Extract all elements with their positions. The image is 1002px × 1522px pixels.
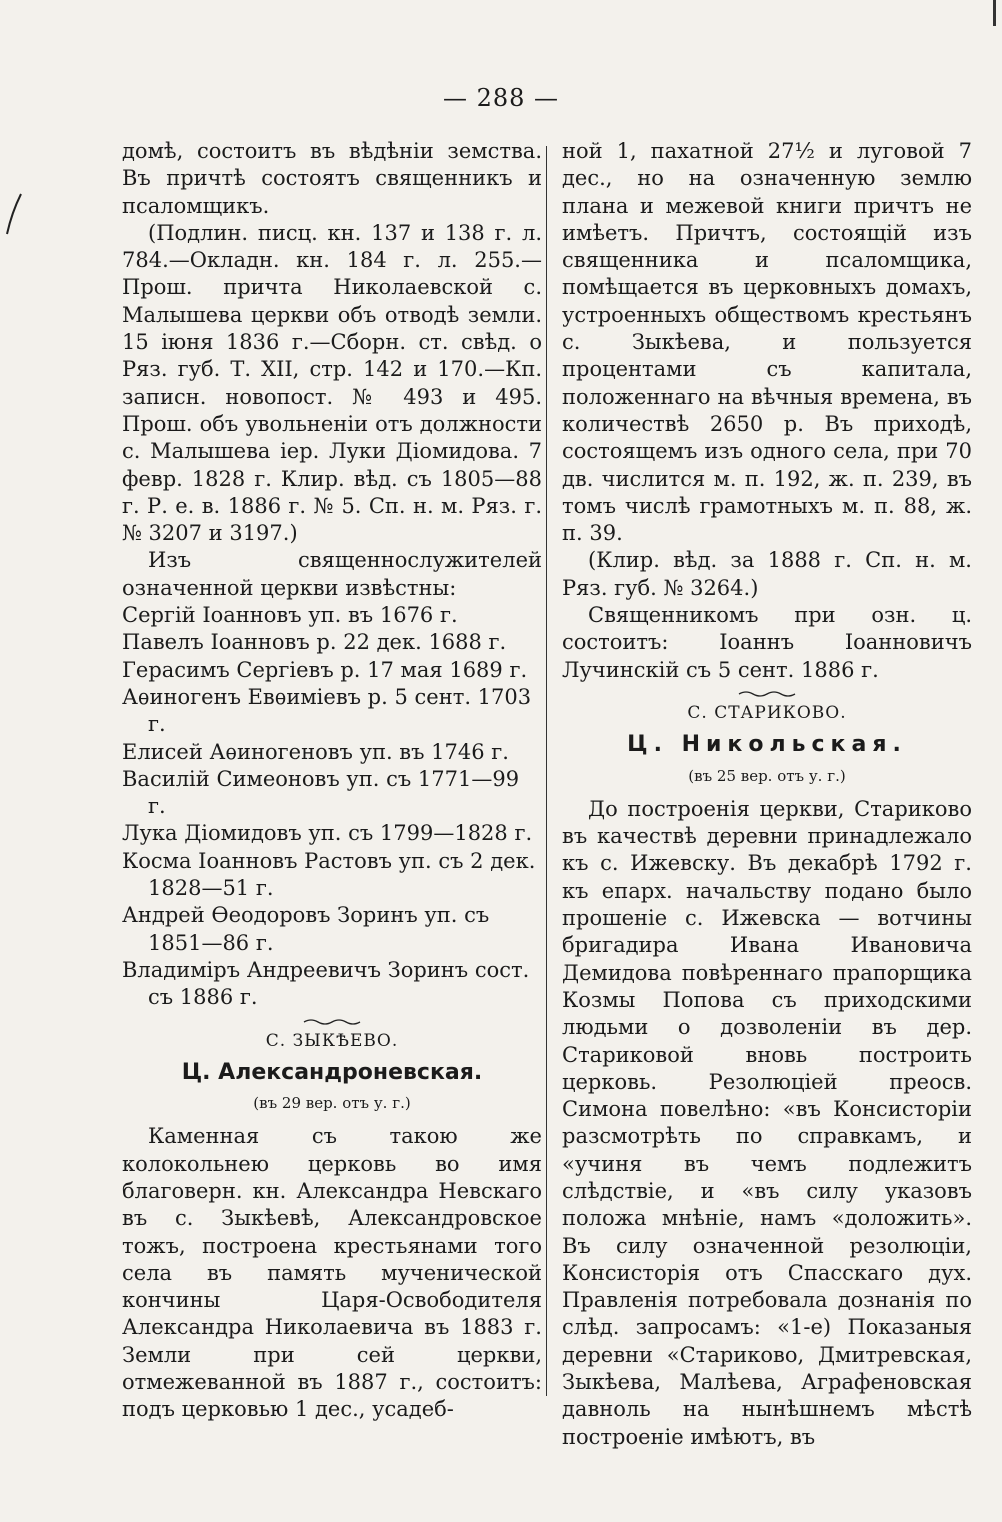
clergy-entry: Павелъ Іоанновъ р. 22 дек. 1688 г. <box>122 630 507 655</box>
village-heading: С. ЗЫКѢЕВО. <box>265 1030 399 1051</box>
page-edge-mark <box>993 0 996 26</box>
clergy-entry: Аѳиногенъ Евѳиміевъ р. 5 сент. 1703 г. <box>122 684 532 737</box>
clergy-entry: Сергій Іоанновъ уп. въ 1676 г. <box>122 603 458 628</box>
clergy-entry: Лука Діомидовъ уп. съ 1799—1828 г. <box>122 821 533 846</box>
village-heading: С. СТАРИКОВО. <box>687 702 847 723</box>
paragraph: Священникомъ при озн. ц. состоитъ: Іоаннъ Іоанновичъ Лучинскій съ 5 сент. 1886 г. <box>562 603 972 682</box>
clergy-entry: Косма Іоанновъ Растовъ уп. съ 2 дек. 1828—51 г. <box>122 848 536 901</box>
clergy-intro: Изъ священнослужителей означенной церкви извѣстны: <box>122 548 542 600</box>
section-divider-ornament <box>302 1018 362 1026</box>
clergy-entry: Василій Симеоновъ уп. съ 1771—99 г. <box>122 766 520 819</box>
church-heading: Ц. Александроневская. <box>181 1059 483 1085</box>
paragraph: ной 1, пахатной 27½ и луговой 7 дес., но на означенную землю плана и межевой книги причтъ не имѣетъ. Причтъ, состоящій изъ священника и псаломщика, помѣщается въ церковныхъ домахъ, устроенныхъ обществомъ крестьянъ с. Зыкѣева, и пользуется процентами съ капитала, положеннаго на вѣчныя времена, въ количествѣ 2650 р. Въ приходѣ, состоящемъ изъ одного села, при 70 дв. числится м. п. 192, ж. п. 239, въ томъ числѣ грамотныхъ м. п. 88, ж. п. 39. <box>562 139 972 546</box>
page-number: — 288 — <box>442 84 560 112</box>
distance-note: (въ 25 вер. отъ у. г.) <box>688 766 846 785</box>
paragraph: До построенія церкви, Стариково въ качествѣ деревни принадлежало къ с. Ижевску. Въ декабрѣ 1792 г. къ епарх. начальству подано было прошеніе с. Ижевска — вотчины бригадира Ивана Ивановича Демидова повѣреннаго прапорщика Козмы Попова съ приходскими людьми о дозволеніи въ дер. Стариковой вновь построить церковь. Резолюціей преосв. Симона повелѣно: «въ Консисторіи разсмотрѣть по справкамъ, и «учиня въ чемъ подлежитъ слѣдствіе, и «въ силу указовъ положа мнѣніе, намъ «доложить». Въ силу означенной резолюціи, Консисторія отъ Спасскаго дух. Правленія потребовала дознанія по слѣд. запросамъ: «1-е) Показаныя деревни «Стариково, Дмитревская, Зыкѣева, Малѣева, Аграфеновская давноль на нынѣшнемъ мѣстѣ построеніе имѣютъ, въ <box>562 796 972 1449</box>
source-references: (Клир. вѣд. за 1888 г. Сп. н. м. Ряз. губ. № 3264.) <box>562 548 972 600</box>
clergy-entry: Герасимъ Сергіевъ р. 17 мая 1689 г. <box>122 657 528 682</box>
margin-pencil-mark <box>4 192 24 238</box>
clergy-entry: Андрей Ѳеодоровъ Зоринъ уп. съ 1851—86 г. <box>122 903 490 955</box>
paragraph: Каменная съ такою же колокольнею церковь во имя благоверн. кн. Александра Невскаго въ с. Зыкѣевѣ, Александровское тожъ, построена крестьянами того села въ память мученической кончины Царя-Освободителя Александра Николаевича въ 1883 г. Земли при сей церкви, отмежеванной въ 1887 г., состоитъ: подъ церковью 1 дес., усадеб- <box>122 1124 542 1422</box>
source-references: (Подлин. писц. кн. 137 и 138 г. л. 784.—Окладн. кн. 184 г. л. 255.—Прош. причта Николаевской с. Малышева церкви объ отводѣ земли. 15 іюня 1836 г.—Сборн. ст. свѣд. о Ряз. губ. Т. XII, стр. 142 и 170.—Кп. записн. новопост. № 493 и 495. Прош. объ увольненіи отъ должности с. Малышева іер. Луки Діомидова. 7 февр. 1828 г. Клир. вѣд. съ 1805—88 г. Р. е. в. 1886 г. № 5. Сп. н. м. Ряз. г. № 3207 и 3197.) <box>122 220 542 546</box>
column-divider <box>546 146 547 1396</box>
clergy-entry: Елисей Аѳиногеновъ уп. въ 1746 г. <box>122 739 509 764</box>
left-column <box>122 138 542 1424</box>
clergy-entry: Владиміръ Андреевичъ Зоринъ сост. съ 1886 г. <box>122 957 530 1010</box>
paragraph: домѣ, состоитъ въ вѣдѣніи земства. Въ причтѣ состоятъ священникъ и псаломщикъ. <box>122 139 542 218</box>
church-heading: Ц. Никольская. <box>627 732 907 758</box>
right-column <box>562 138 972 1451</box>
section-divider-ornament <box>737 690 797 698</box>
distance-note: (въ 29 вер. отъ у. г.) <box>253 1094 411 1113</box>
clergy-list <box>122 602 542 1011</box>
